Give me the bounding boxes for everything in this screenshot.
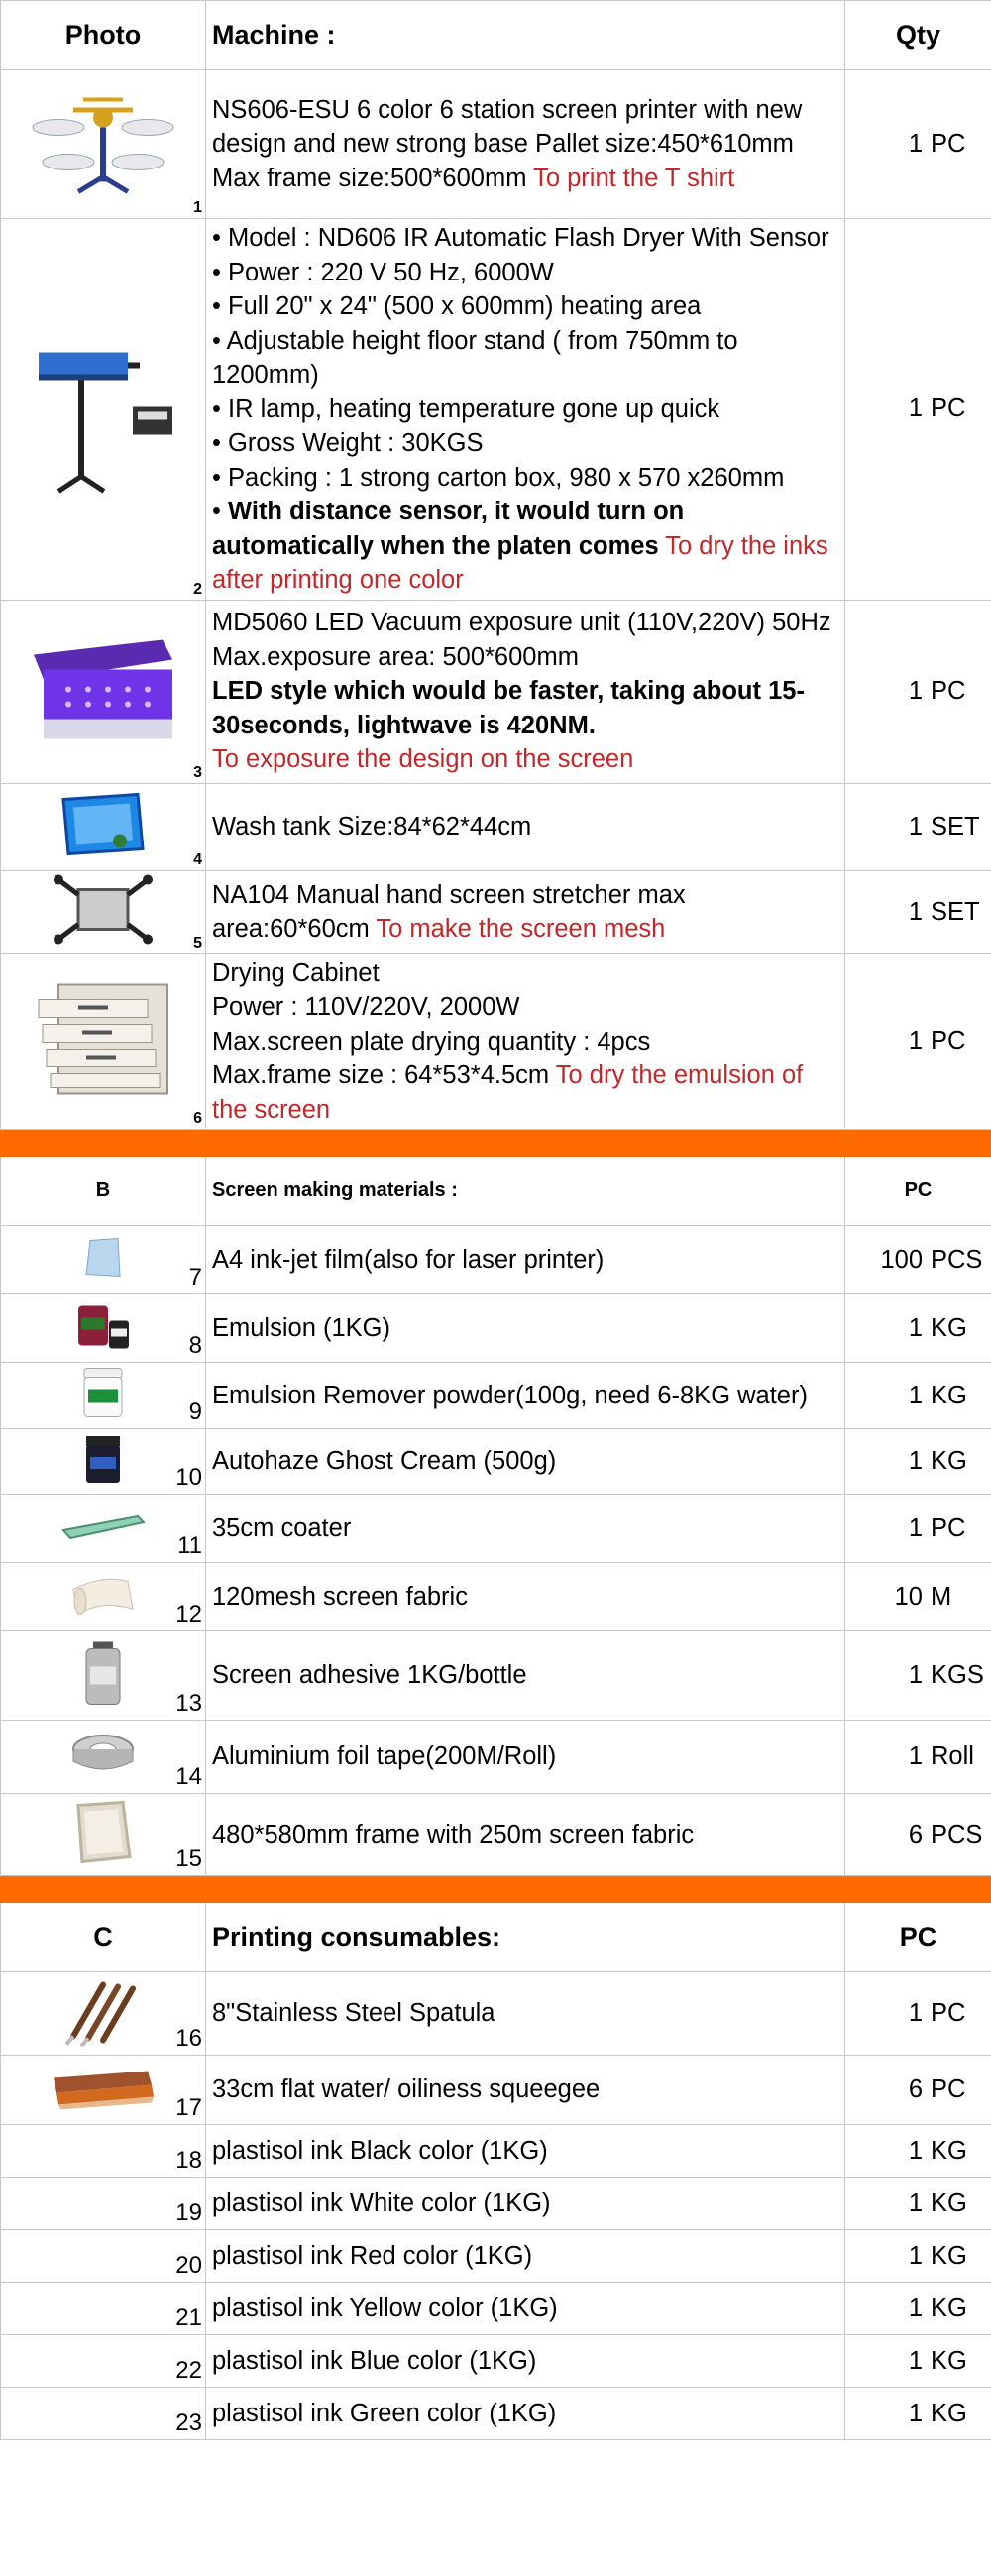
- item-description: [206, 2283, 845, 2335]
- spec-line: NA104 Manual hand screen stretcher max area:60*60cm: [212, 880, 686, 943]
- qty-unit: SET: [931, 897, 980, 926]
- material-row: [1, 1294, 991, 1363]
- machine-description: [206, 783, 845, 870]
- photo-cell: [1, 2388, 206, 2440]
- spec-line: Max.frame size : 64*53*4.5cm: [212, 1062, 556, 1089]
- qty-cell: [845, 70, 991, 219]
- qty-cell: [845, 1294, 991, 1363]
- use-note: To exposure the design on the screen: [212, 745, 634, 774]
- photo-cell: [1, 2178, 206, 2230]
- divider-cell: [845, 1130, 991, 1157]
- item-description: [206, 1226, 845, 1294]
- section-header-b: [1, 1157, 991, 1226]
- machine-row: [1, 783, 991, 870]
- photo-cell: [1, 70, 206, 219]
- flash-dryer-icon: [29, 312, 177, 505]
- description-text: plastisol ink Red color (1KG): [212, 2241, 533, 2270]
- photo-cell: [1, 1363, 206, 1429]
- material-row: [1, 1363, 991, 1429]
- item-number: 13: [175, 1690, 202, 1717]
- film-icon: [78, 1233, 128, 1288]
- material-row: [1, 1721, 991, 1794]
- photo-cell: [1, 2056, 206, 2125]
- qty-cell: [845, 1429, 991, 1495]
- item-description: [206, 2125, 845, 2178]
- description-text: Autohaze Ghost Cream (500g): [212, 1447, 557, 1476]
- photo-cell: [1, 600, 206, 783]
- qty-number: 1: [908, 394, 923, 423]
- photo-cell: [1, 1429, 206, 1495]
- qty-number: 1: [908, 897, 923, 926]
- item-description: [206, 1495, 845, 1563]
- use-note: To dry the inks after printing one color: [212, 531, 828, 594]
- qty-number: 100: [880, 1245, 923, 1274]
- item-number: 22: [175, 2357, 202, 2384]
- qty-unit: SET: [931, 812, 980, 840]
- item-number: 9: [188, 1399, 202, 1425]
- header-qty: Qty: [845, 1, 991, 70]
- spec-line: • Gross Weight : 30KGS: [212, 429, 484, 457]
- table-header-row: [1, 1, 991, 70]
- item-number: 11: [177, 1532, 202, 1559]
- description-text: Emulsion (1KG): [212, 1313, 390, 1342]
- qty-cell: [845, 2335, 991, 2388]
- spec-line: Max.screen plate drying quantity : 4pcs: [212, 1027, 651, 1056]
- divider-cell: [206, 1876, 845, 1903]
- highlight-text: With distance sensor, it would turn on automatically when the platen comes: [212, 498, 685, 560]
- qty-number: 1: [908, 1513, 923, 1542]
- item-description: [206, 1721, 845, 1794]
- machine-row: [1, 953, 991, 1130]
- item-number: 6: [193, 1110, 202, 1127]
- qty-cell: [845, 953, 991, 1130]
- qty-cell: [845, 783, 991, 870]
- mesh-fabric-icon: [68, 1570, 138, 1624]
- qty-cell: [845, 870, 991, 953]
- photo-cell: [1, 1495, 206, 1563]
- qty-cell: [845, 2283, 991, 2335]
- emulsion-icon: [73, 1296, 133, 1361]
- photo-cell: [1, 2230, 206, 2283]
- qty-cell: [845, 1721, 991, 1794]
- qty-unit: KG: [931, 2346, 967, 2375]
- item-description: [206, 2178, 845, 2230]
- photo-cell: [1, 1721, 206, 1794]
- qty-unit: KGS: [931, 1661, 984, 1689]
- consumable-row: [1, 1972, 991, 2056]
- qty-cell: [845, 1495, 991, 1563]
- spec-line: • Adjustable height floor stand ( from 750mm to 1200mm): [212, 326, 738, 389]
- consumable-row: [1, 2056, 991, 2125]
- photo-cell: [1, 1563, 206, 1631]
- spec-line: •: [212, 498, 229, 525]
- item-description: [206, 2230, 845, 2283]
- description-text: Screen adhesive 1KG/bottle: [212, 1661, 527, 1690]
- item-description: [206, 1363, 845, 1429]
- consumable-row: [1, 2388, 991, 2440]
- qty-number: 1: [908, 1313, 923, 1342]
- material-row: [1, 1495, 991, 1563]
- item-number: 1: [193, 199, 202, 216]
- photo-cell: [1, 1794, 206, 1876]
- spec-line: Max.exposure area: 500*600mm: [212, 642, 579, 671]
- item-description: [206, 1294, 845, 1363]
- qty-unit: KG: [931, 2136, 967, 2165]
- material-row: [1, 1794, 991, 1876]
- qty-unit: KG: [931, 2294, 967, 2322]
- exposure-unit-icon: [24, 629, 182, 753]
- description-text: 35cm coater: [212, 1513, 352, 1542]
- item-number: 18: [175, 2147, 202, 2174]
- consumable-row: [1, 2178, 991, 2230]
- qty-cell: [845, 600, 991, 783]
- qty-number: 1: [908, 1447, 923, 1475]
- item-description: [206, 2335, 845, 2388]
- qty-number: 1: [908, 1742, 923, 1770]
- photo-cell: [1, 2335, 206, 2388]
- qty-number: 1: [908, 1999, 923, 2027]
- description-text: 8"Stainless Steel Spatula: [212, 1999, 496, 2028]
- screen-printer-icon: [29, 87, 177, 201]
- photo-cell: [1, 1226, 206, 1294]
- qty-unit: Roll: [931, 1742, 974, 1770]
- qty-number: 1: [908, 1381, 923, 1409]
- consumable-row: [1, 2125, 991, 2178]
- item-description: [206, 2056, 845, 2125]
- use-note: To make the screen mesh: [376, 915, 666, 943]
- material-row: [1, 1563, 991, 1631]
- item-number: 19: [175, 2199, 202, 2226]
- machine-row: [1, 70, 991, 219]
- qty-cell: [845, 219, 991, 601]
- foil-tape-icon: [68, 1728, 138, 1787]
- divider-cell: [1, 1130, 206, 1157]
- photo-cell: [1, 219, 206, 601]
- spec-line: Wash tank Size:84*62*44cm: [212, 812, 532, 840]
- qty-number: 1: [908, 677, 923, 705]
- description-text: plastisol ink Green color (1KG): [212, 2399, 557, 2427]
- ghost-cream-icon: [78, 1432, 128, 1492]
- qty-cell: [845, 1226, 991, 1294]
- photo-cell: [1, 953, 206, 1130]
- spec-line: Max frame size:500*600mm: [212, 164, 534, 192]
- divider-cell: [1, 1876, 206, 1903]
- item-description: [206, 1631, 845, 1721]
- spec-line: Power : 110V/220V, 2000W: [212, 993, 520, 1021]
- machine-description: [206, 70, 845, 219]
- qty-unit: PCS: [931, 1245, 983, 1274]
- section-title: Screen making materials :: [206, 1157, 845, 1226]
- divider-cell: [206, 1130, 845, 1157]
- section-label: B: [1, 1157, 206, 1226]
- qty-cell: [845, 1363, 991, 1429]
- qty-cell: [845, 1563, 991, 1631]
- photo-cell: [1, 1972, 206, 2056]
- qty-unit: KG: [931, 2188, 967, 2217]
- item-number: 8: [188, 1332, 202, 1359]
- description-text: plastisol ink Black color (1KG): [212, 2136, 548, 2165]
- item-number: 17: [175, 2094, 202, 2121]
- qty-unit: PC: [931, 677, 966, 705]
- qty-unit: PC: [931, 1999, 966, 2027]
- qty-number: 1: [908, 2294, 923, 2322]
- qty-number: 6: [908, 2075, 923, 2103]
- machine-row: [1, 870, 991, 953]
- qty-number: 1: [908, 1661, 923, 1689]
- description-text: plastisol ink Yellow color (1KG): [212, 2294, 558, 2322]
- item-number: 21: [175, 2304, 202, 2331]
- qty-number: 1: [908, 2136, 923, 2165]
- qty-cell: [845, 2178, 991, 2230]
- qty-cell: [845, 1631, 991, 1721]
- spec-line: MD5060 LED Vacuum exposure unit (110V,220V) 50Hz: [212, 609, 831, 637]
- qty-number: 1: [908, 2188, 923, 2217]
- item-number: 4: [193, 850, 202, 868]
- item-number: 12: [175, 1601, 202, 1627]
- qty-number: 1: [908, 812, 923, 840]
- photo-cell: [1, 783, 206, 870]
- highlight-text: LED style which would be faster, taking about 15-30seconds, lightwave is 420NM.: [212, 677, 805, 739]
- section-header-c: [1, 1903, 991, 1972]
- photo-cell: [1, 1294, 206, 1363]
- section-label: C: [1, 1903, 206, 1972]
- description-text: Aluminium foil tape(200M/Roll): [212, 1742, 557, 1771]
- item-number: 16: [175, 2025, 202, 2052]
- machine-description: [206, 219, 845, 601]
- item-description: [206, 1563, 845, 1631]
- qty-unit: PCS: [931, 1820, 983, 1848]
- description-text: 480*580mm frame with 250m screen fabric: [212, 1820, 695, 1848]
- item-description: [206, 2388, 845, 2440]
- section-unit: PC: [845, 1157, 991, 1226]
- qty-cell: [845, 2230, 991, 2283]
- description-text: Emulsion Remover powder(100g, need 6-8KG water): [212, 1381, 808, 1409]
- consumable-row: [1, 2283, 991, 2335]
- item-description: [206, 1429, 845, 1495]
- spec-line: NS606-ESU 6 color 6 station screen printer with new design and new strong base Pallet size:450*610mm: [212, 95, 803, 159]
- qty-unit: PC: [931, 130, 966, 158]
- photo-cell: [1, 870, 206, 953]
- description-text: plastisol ink Blue color (1KG): [212, 2346, 537, 2375]
- item-description: [206, 1972, 845, 2056]
- qty-cell: [845, 1794, 991, 1876]
- item-number: 15: [175, 1846, 202, 1872]
- header-photo: Photo: [1, 1, 206, 70]
- machine-description: [206, 870, 845, 953]
- item-number: 3: [193, 763, 202, 781]
- material-row: [1, 1631, 991, 1721]
- consumable-row: [1, 2230, 991, 2283]
- qty-unit: PC: [931, 1027, 966, 1056]
- spec-line: • Packing : 1 strong carton box, 980 x 570 x260mm: [212, 463, 785, 492]
- spec-line: Drying Cabinet: [212, 958, 380, 987]
- qty-number: 1: [908, 2346, 923, 2375]
- qty-unit: M: [931, 1582, 952, 1611]
- screen-stretcher-icon: [49, 870, 158, 954]
- item-number: 10: [175, 1464, 202, 1491]
- qty-unit: KG: [931, 1313, 967, 1342]
- qty-number: 6: [908, 1820, 923, 1848]
- description-text: 120mesh screen fabric: [212, 1582, 468, 1611]
- machine-row: [1, 219, 991, 601]
- section-divider: [1, 1876, 991, 1903]
- remover-powder-icon: [78, 1364, 128, 1428]
- item-number: 14: [175, 1763, 202, 1790]
- screen-frame-icon: [68, 1798, 138, 1872]
- spec-line: • IR lamp, heating temperature gone up quick: [212, 394, 720, 423]
- description-text: 33cm flat water/ oiliness squeegee: [212, 2075, 601, 2104]
- spec-line: • Model : ND606 IR Automatic Flash Dryer With Sensor: [212, 224, 829, 252]
- coater-icon: [58, 1509, 148, 1548]
- item-number: 23: [175, 2409, 202, 2436]
- qty-unit: PC: [931, 394, 966, 423]
- photo-cell: [1, 2125, 206, 2178]
- machine-row: [1, 600, 991, 783]
- spec-line: • Power : 220 V 50 Hz, 6000W: [212, 258, 554, 286]
- qty-number: 10: [894, 1582, 923, 1611]
- qty-cell: [845, 1972, 991, 2056]
- section-unit: PC: [845, 1903, 991, 1972]
- material-row: [1, 1226, 991, 1294]
- consumable-row: [1, 2335, 991, 2388]
- qty-number: 1: [908, 1027, 923, 1056]
- use-note: To dry the emulsion of the screen: [212, 1062, 804, 1124]
- description-text: plastisol ink White color (1KG): [212, 2188, 551, 2217]
- qty-unit: KG: [931, 1447, 967, 1475]
- qty-cell: [845, 2056, 991, 2125]
- photo-cell: [1, 1631, 206, 1721]
- description-text: A4 ink-jet film(also for laser printer): [212, 1245, 605, 1274]
- qty-unit: PC: [931, 2075, 966, 2103]
- spec-line: • Full 20" x 24" (500 x 600mm) heating area: [212, 292, 702, 320]
- item-number: 2: [193, 580, 202, 598]
- qty-cell: [845, 2125, 991, 2178]
- header-machine: Machine :: [206, 1, 845, 70]
- qty-unit: KG: [931, 2241, 967, 2270]
- squeegee-icon: [49, 2063, 158, 2117]
- material-row: [1, 1429, 991, 1495]
- machine-description: [206, 600, 845, 783]
- spatula-icon: [58, 1976, 148, 2051]
- use-note: To print the T shirt: [533, 164, 735, 192]
- qty-unit: KG: [931, 1381, 967, 1409]
- divider-cell: [845, 1876, 991, 1903]
- item-number: 7: [188, 1264, 202, 1290]
- item-description: [206, 1794, 845, 1876]
- qty-unit: PC: [931, 1513, 966, 1542]
- drying-cabinet-icon: [29, 974, 177, 1108]
- qty-number: 1: [908, 130, 923, 158]
- item-number: 20: [175, 2252, 202, 2279]
- machine-description: [206, 953, 845, 1130]
- adhesive-bottle-icon: [78, 1638, 128, 1713]
- item-number: 5: [193, 934, 202, 952]
- qty-number: 1: [908, 2241, 923, 2270]
- qty-cell: [845, 2388, 991, 2440]
- qty-number: 1: [908, 2399, 923, 2427]
- photo-cell: [1, 2283, 206, 2335]
- wash-tank-icon: [58, 790, 148, 864]
- qty-unit: KG: [931, 2399, 967, 2427]
- section-title: Printing consumables:: [206, 1903, 845, 1972]
- section-divider: [1, 1130, 991, 1157]
